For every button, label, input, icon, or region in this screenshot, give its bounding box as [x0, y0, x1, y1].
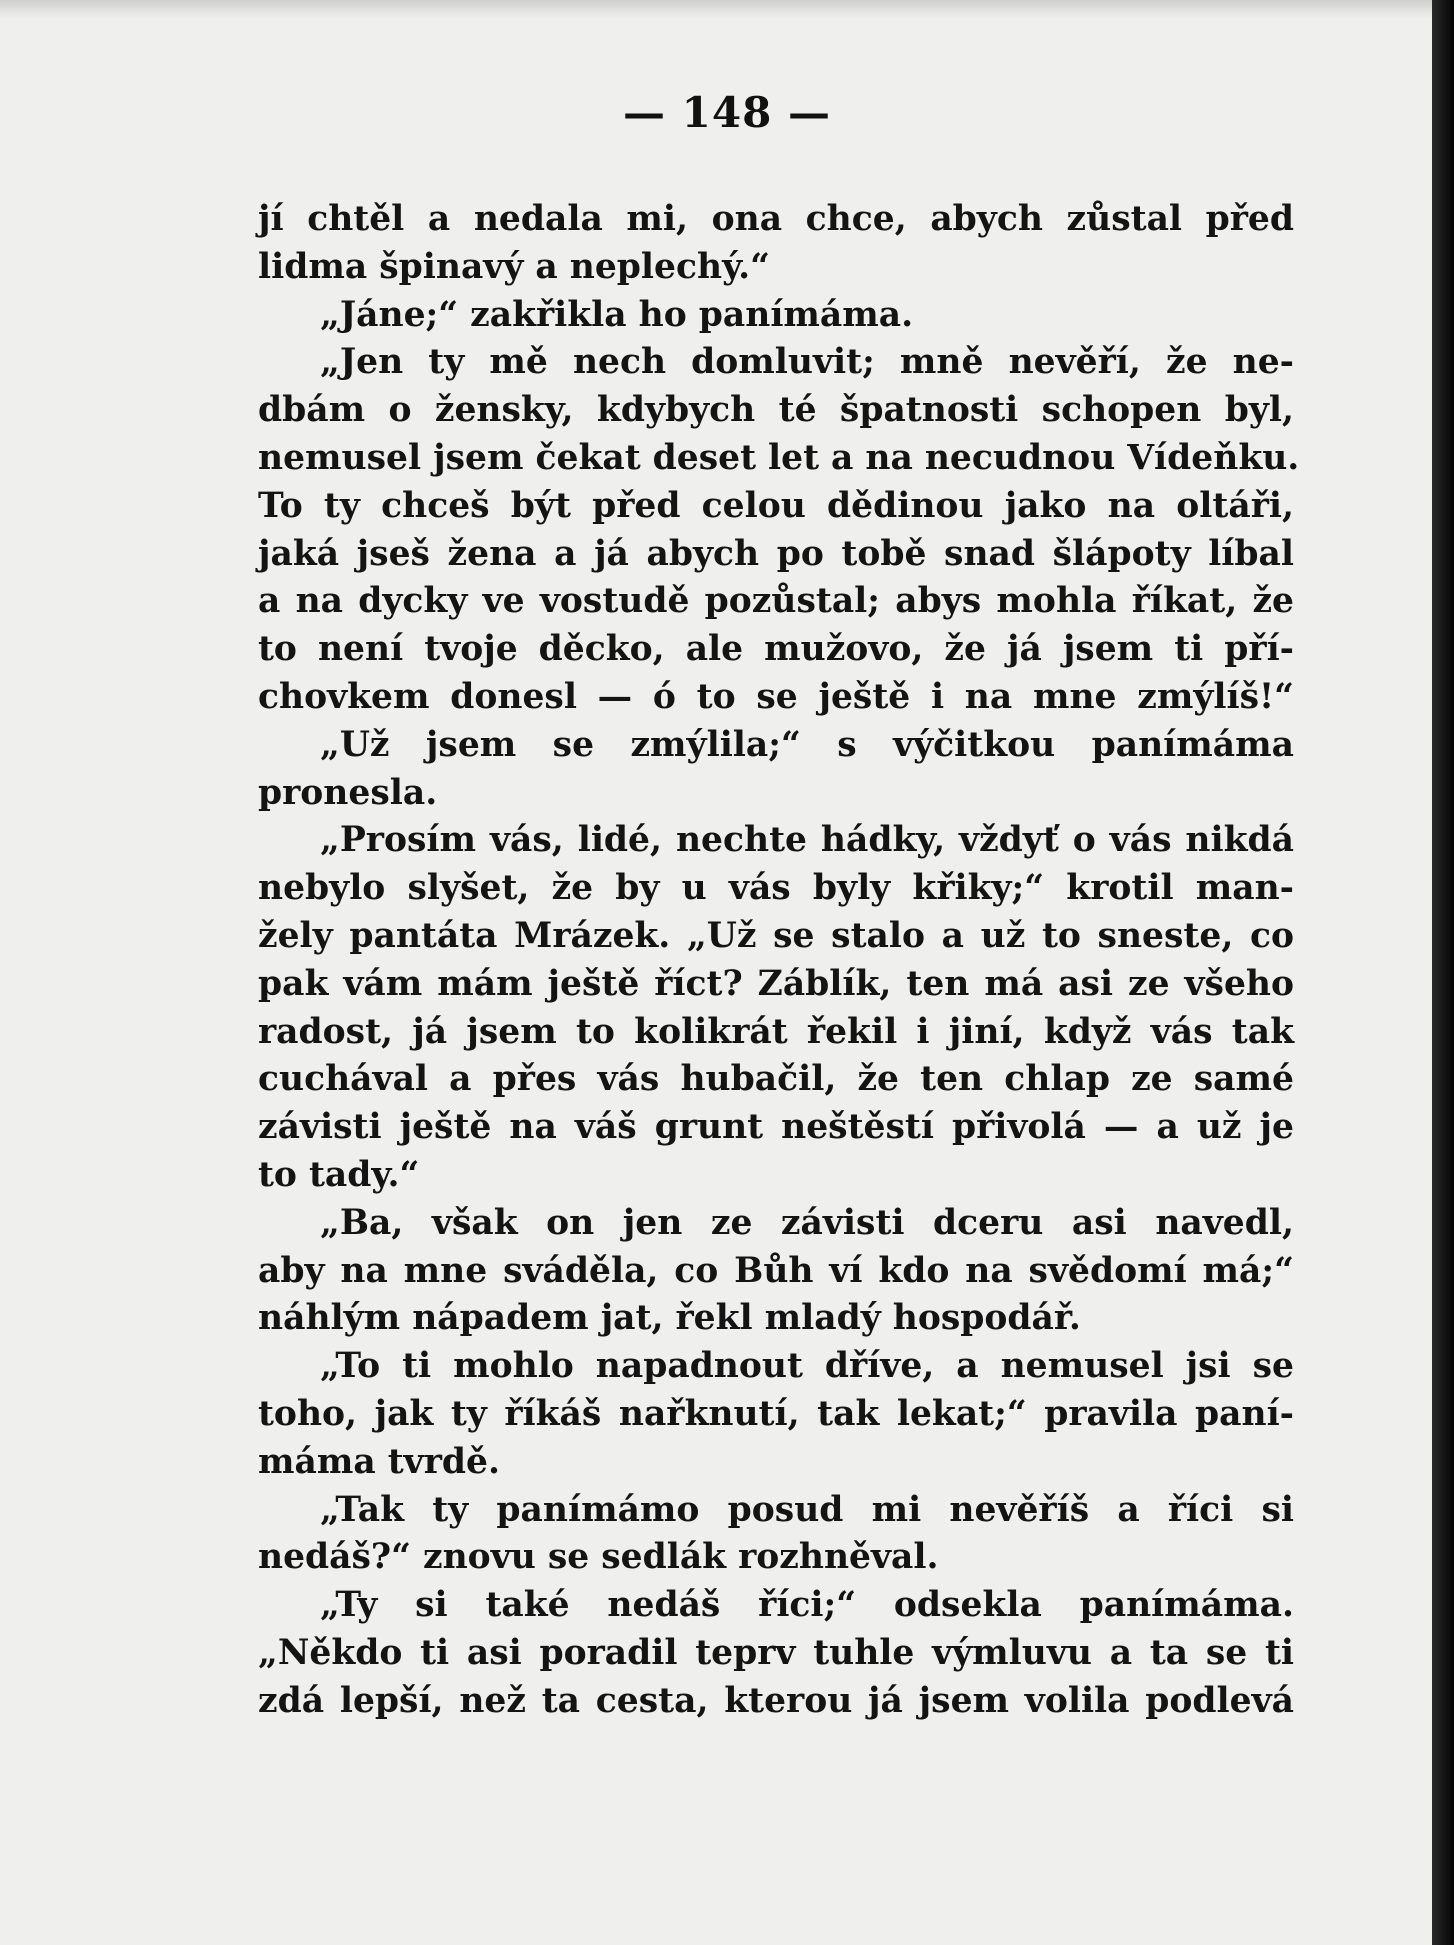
paragraph — [258, 1343, 1294, 1486]
text-line: „Prosím vás, lidé, nechte hádky, vždyť o vás nikdá — [320, 820, 1294, 861]
text-line: toho, jak ty říkáš nařknutí, tak lekat;“ pravila paní- — [258, 1393, 1294, 1434]
text-line: „Ty si také nedáš říci;“ odsekla panímáma. — [320, 1585, 1294, 1626]
paragraph — [258, 292, 1294, 340]
paragraph — [258, 1582, 1294, 1725]
page-top-shadow — [0, 0, 1454, 18]
text-line: „To ti mohlo napadnout dříve, a nemusel jsi se — [320, 1346, 1294, 1387]
text-line: nemusel jsem čekat deset let a na necudnou Vídeňku. — [258, 437, 1300, 478]
text-line: lidma špinavý a neplechý.“ — [258, 246, 771, 287]
paragraph — [258, 722, 1294, 818]
text-line: nedáš?“ znovu se sedlák rozhněval. — [258, 1537, 939, 1578]
text-line: aby na mne sváděla, co Bůh ví kdo na svědomí má;“ — [258, 1250, 1294, 1291]
text-line: To ty chceš být před celou dědinou jako na oltáři, — [258, 485, 1294, 526]
text-line: „Jen ty mě nech domluvit; mně nevěří, že ne- — [320, 342, 1294, 383]
text-line: cuchával a přes vás hubačil, že ten chlap ze samé — [258, 1059, 1294, 1100]
paragraph — [258, 817, 1294, 1199]
text-line: jaká jseš žena a já abych po tobě snad šlápoty líbal — [258, 533, 1294, 574]
text-line: jí chtěl a nedala mi, ona chce, abych zůstal před — [258, 199, 1294, 239]
text-line: „Někdo ti asi poradil teprv tuhle výmluvu a ta se ti — [258, 1632, 1294, 1673]
text-line: chovkem donesl — ó to se ještě i na mne zmýlíš!“ — [258, 676, 1294, 717]
text-line: nebylo slyšet, že by u vás byly křiky;“ krotil man- — [258, 868, 1294, 909]
text-line: „Tak ty panímámo posud mi nevěříš a říci si — [320, 1489, 1294, 1530]
text-line: máma tvrdě. — [258, 1441, 500, 1482]
body-text — [258, 196, 1300, 1726]
text-line: dbám o žensky, kdybych té špatnosti schopen byl, — [258, 390, 1294, 431]
text-line: pronesla. — [258, 772, 438, 813]
text-line: „Už jsem se zmýlila;“ s výčitkou panímáma — [320, 724, 1294, 765]
text-line: to není tvoje děcko, ale mužovo, že já jsem ti pří- — [258, 629, 1294, 670]
text-line: „Jáne;“ zakřikla ho panímáma. — [320, 294, 914, 335]
text-line: zdá lepší, než ta cesta, kterou já jsem volila podlevá — [258, 1680, 1294, 1721]
text-line: náhlým nápadem jat, řekl mladý hospodář. — [258, 1298, 1081, 1339]
paragraph — [258, 339, 1300, 721]
paragraph — [258, 1487, 1294, 1583]
paragraph — [258, 1200, 1294, 1343]
text-line: žely pantáta Mrázek. „Už se stalo a už to sneste, co — [258, 915, 1294, 956]
text-line: radost, já jsem to kolikrát řekil i jiní, když vás tak — [258, 1011, 1294, 1052]
text-line: „Ba, však on jen ze závisti dceru asi navedl, — [320, 1202, 1294, 1243]
text-line: závisti ještě na váš grunt neštěstí přivolá — a už je — [258, 1107, 1294, 1148]
text-line: to tady.“ — [258, 1154, 420, 1195]
text-line: pak vám mám ještě říct? Záblík, ten má asi ze všeho — [258, 963, 1294, 1004]
page-number: — 148 — — [623, 88, 831, 137]
paragraph — [258, 196, 1294, 292]
page-right-edge — [1432, 0, 1454, 1945]
text-line: a na dycky ve vostudě pozůstal; abys mohla říkat, že — [258, 581, 1294, 622]
